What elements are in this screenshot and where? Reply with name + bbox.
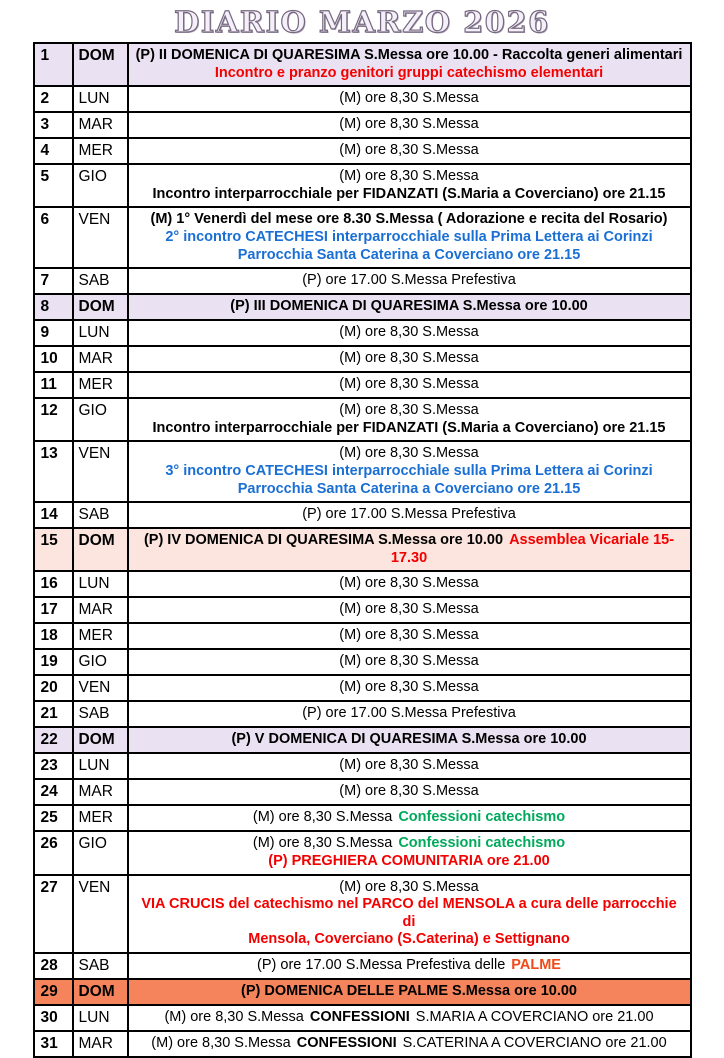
event-cell <box>128 398 691 441</box>
weekday-cell: MAR <box>73 1031 128 1057</box>
event-text-segment: (M) ore 8,30 S.Messa <box>339 90 479 107</box>
event-cell <box>128 597 691 623</box>
event-line <box>135 627 684 645</box>
event-line <box>135 90 684 108</box>
day-number-cell: 28 <box>34 953 73 979</box>
event-text-segment: Confessioni catechismo <box>398 809 566 826</box>
event-text-segment: (P) III DOMENICA DI QUARESIMA S.Messa ore 10.00 <box>230 298 588 315</box>
event-text-segment: (M) ore 8,30 S.Messa <box>339 783 479 800</box>
event-line <box>135 211 684 229</box>
event-text-segment: (M) ore 8,30 S.Messa <box>151 1034 291 1051</box>
weekday-cell: GIO <box>73 398 128 441</box>
weekday-cell: SAB <box>73 953 128 979</box>
event-text-segment: Assemblea Vicariale 15-17.30 <box>390 532 675 566</box>
event-text-segment: (M) ore 8,30 S.Messa <box>339 376 479 393</box>
event-line <box>135 853 684 871</box>
event-cell <box>128 953 691 979</box>
event-line <box>135 272 684 290</box>
event-text-segment: (M) ore 8,30 S.Messa <box>339 653 479 670</box>
event-text-segment: PALME <box>511 956 561 973</box>
event-text-segment: (M) ore 8,30 S.Messa <box>339 575 479 592</box>
weekday-cell: DOM <box>73 528 128 571</box>
event-text-segment: (M) ore 8,30 S.Messa <box>339 324 479 341</box>
event-text-segment: (M) ore 8,30 S.Messa <box>252 835 393 852</box>
table-row <box>34 43 691 86</box>
day-number-cell: 29 <box>34 979 73 1005</box>
event-cell <box>128 268 691 294</box>
table-row <box>34 528 691 571</box>
event-line <box>135 481 684 499</box>
day-number-cell: 4 <box>34 138 73 164</box>
day-number-cell: 17 <box>34 597 73 623</box>
day-number-cell: 11 <box>34 372 73 398</box>
event-text-segment: Parrocchia Santa Caterina a Coverciano ore 21.15 <box>237 480 581 497</box>
weekday-cell: LUN <box>73 571 128 597</box>
event-line <box>135 247 684 265</box>
event-cell <box>128 979 691 1005</box>
event-cell <box>128 1005 691 1031</box>
table-row <box>34 86 691 112</box>
table-row <box>34 831 691 874</box>
day-number-cell: 14 <box>34 502 73 528</box>
day-number-cell: 19 <box>34 649 73 675</box>
table-row <box>34 372 691 398</box>
weekday-cell: DOM <box>73 43 128 86</box>
weekday-cell: MER <box>73 623 128 649</box>
event-cell <box>128 502 691 528</box>
day-number-cell: 23 <box>34 753 73 779</box>
day-number-cell: 15 <box>34 528 73 571</box>
page-title: DIARIO MARZO 2026 <box>174 5 550 39</box>
event-line <box>135 983 684 1001</box>
day-number-cell: 5 <box>34 164 73 207</box>
weekday-cell: MAR <box>73 779 128 805</box>
event-text-segment: 3° incontro CATECHESI interparrocchiale sulla Prima Lettera ai Corinzi <box>165 462 653 479</box>
weekday-cell: MAR <box>73 597 128 623</box>
table-row <box>34 779 691 805</box>
table-row <box>34 207 691 268</box>
event-text-segment: (M) ore 8,30 S.Messa <box>252 809 393 826</box>
day-number-cell: 30 <box>34 1005 73 1031</box>
event-text-segment: (P) DOMENICA DELLE PALME S.Messa ore 10.00 <box>241 982 577 999</box>
event-line <box>135 116 684 134</box>
day-number-cell: 31 <box>34 1031 73 1057</box>
weekday-cell: VEN <box>73 207 128 268</box>
event-cell <box>128 207 691 268</box>
weekday-cell: SAB <box>73 502 128 528</box>
event-cell <box>128 571 691 597</box>
event-text-segment: (P) ore 17.00 S.Messa Prefestiva <box>302 506 516 523</box>
table-row <box>34 294 691 320</box>
weekday-cell: LUN <box>73 1005 128 1031</box>
event-text-segment: (P) ore 17.00 S.Messa Prefestiva <box>302 705 516 722</box>
event-cell <box>128 372 691 398</box>
event-line <box>135 705 684 723</box>
event-text-segment: (P) V DOMENICA DI QUARESIMA S.Messa ore 10.00 <box>231 731 587 748</box>
weekday-cell: LUN <box>73 320 128 346</box>
day-number-cell: 9 <box>34 320 73 346</box>
event-line <box>135 653 684 671</box>
event-text-segment: (M) 1° Venerdì del mese ore 8.30 S.Messa ( Adorazione e recita del Rosario) <box>150 211 668 228</box>
table-row <box>34 398 691 441</box>
weekday-cell: MAR <box>73 346 128 372</box>
event-line <box>135 65 684 83</box>
table-row <box>34 953 691 979</box>
day-number-cell: 27 <box>34 875 73 953</box>
event-line <box>135 896 684 931</box>
event-text-segment: (M) ore 8,30 S.Messa <box>164 1008 304 1025</box>
event-cell <box>128 43 691 86</box>
event-cell <box>128 528 691 571</box>
event-line <box>135 809 684 827</box>
table-row <box>34 597 691 623</box>
event-text-segment: S.MARIA A COVERCIANO ore 21.00 <box>415 1008 654 1025</box>
weekday-cell: MER <box>73 372 128 398</box>
event-line <box>135 731 684 749</box>
event-text-segment: S.CATERINA A COVERCIANO ore 21.00 <box>402 1034 667 1051</box>
event-line <box>135 463 684 481</box>
event-text-segment: 2° incontro CATECHESI interparrocchiale sulla Prima Lettera ai Corinzi <box>165 228 653 245</box>
calendar-table-body <box>34 43 691 1057</box>
event-line <box>135 229 684 247</box>
table-row <box>34 727 691 753</box>
table-row <box>34 441 691 502</box>
event-cell <box>128 675 691 701</box>
table-row <box>34 112 691 138</box>
event-cell <box>128 805 691 831</box>
table-row <box>34 701 691 727</box>
weekday-cell: MAR <box>73 112 128 138</box>
event-text-segment: (M) ore 8,30 S.Messa <box>339 601 479 618</box>
table-row <box>34 1031 691 1057</box>
day-number-cell: 10 <box>34 346 73 372</box>
weekday-cell: SAB <box>73 701 128 727</box>
table-row <box>34 875 691 953</box>
day-number-cell: 25 <box>34 805 73 831</box>
event-line <box>135 575 684 593</box>
event-cell <box>128 753 691 779</box>
event-text-segment: VIA CRUCIS del catechismo nel PARCO del MENSOLA a cura delle parrocchie di <box>141 896 677 930</box>
event-text-segment: (P) PREGHIERA COMUNITARIA ore 21.00 <box>268 852 550 869</box>
event-cell <box>128 1031 691 1057</box>
event-text-segment: (M) ore 8,30 S.Messa <box>339 402 479 419</box>
event-line <box>135 757 684 775</box>
event-line <box>135 376 684 394</box>
day-number-cell: 8 <box>34 294 73 320</box>
event-text-segment: (P) IV DOMENICA DI QUARESIMA S.Messa ore 10.00 <box>143 532 504 549</box>
event-cell <box>128 623 691 649</box>
event-line <box>135 350 684 368</box>
event-line <box>135 957 684 975</box>
event-text-segment: Incontro interparrocchiale per FIDANZATI (S.Maria a Coverciano) ore 21.15 <box>152 185 666 202</box>
event-line <box>135 402 684 420</box>
weekday-cell: DOM <box>73 727 128 753</box>
day-number-cell: 3 <box>34 112 73 138</box>
table-row <box>34 502 691 528</box>
event-line <box>135 1009 684 1027</box>
event-cell <box>128 86 691 112</box>
event-line <box>135 420 684 438</box>
weekday-cell: SAB <box>73 268 128 294</box>
event-cell <box>128 779 691 805</box>
table-row <box>34 805 691 831</box>
event-text-segment: Confessioni catechismo <box>398 835 566 852</box>
event-text-segment: Incontro interparrocchiale per FIDANZATI (S.Maria a Coverciano) ore 21.15 <box>152 419 666 436</box>
event-cell <box>128 727 691 753</box>
event-text-segment: (P) II DOMENICA DI QUARESIMA S.Messa ore 10.00 - Raccolta generi alimentari <box>135 47 683 63</box>
table-row <box>34 979 691 1005</box>
day-number-cell: 1 <box>34 43 73 86</box>
event-text-segment: (M) ore 8,30 S.Messa <box>339 627 479 644</box>
event-text-segment: Incontro e pranzo genitori gruppi catechismo elementari <box>214 64 604 81</box>
event-text-segment: (M) ore 8,30 S.Messa <box>339 445 479 462</box>
day-number-cell: 22 <box>34 727 73 753</box>
event-line <box>135 47 684 65</box>
day-number-cell: 6 <box>34 207 73 268</box>
table-row <box>34 571 691 597</box>
table-row <box>34 1005 691 1031</box>
event-line <box>135 445 684 463</box>
table-row <box>34 164 691 207</box>
event-line <box>135 679 684 697</box>
event-text-segment: (M) ore 8,30 S.Messa <box>339 757 479 774</box>
event-cell <box>128 346 691 372</box>
day-number-cell: 7 <box>34 268 73 294</box>
table-row <box>34 623 691 649</box>
weekday-cell: MER <box>73 805 128 831</box>
table-row <box>34 675 691 701</box>
event-text-segment: (M) ore 8,30 S.Messa <box>339 168 479 185</box>
table-row <box>34 649 691 675</box>
event-cell <box>128 164 691 207</box>
event-text-segment: (M) ore 8,30 S.Messa <box>339 116 479 133</box>
event-cell <box>128 112 691 138</box>
day-number-cell: 12 <box>34 398 73 441</box>
weekday-cell: GIO <box>73 164 128 207</box>
event-line <box>135 168 684 186</box>
weekday-cell: LUN <box>73 753 128 779</box>
table-row <box>34 753 691 779</box>
event-line <box>135 783 684 801</box>
weekday-cell: GIO <box>73 649 128 675</box>
weekday-cell: MER <box>73 138 128 164</box>
day-number-cell: 24 <box>34 779 73 805</box>
event-text-segment: CONFESSIONI <box>309 1008 410 1025</box>
day-number-cell: 2 <box>34 86 73 112</box>
table-row <box>34 138 691 164</box>
diary-calendar-table <box>33 42 692 1058</box>
event-text-segment: (P) ore 17.00 S.Messa Prefestiva delle <box>257 956 506 973</box>
event-text-segment: Parrocchia Santa Caterina a Coverciano ore 21.15 <box>237 246 581 263</box>
event-text-segment: Mensola, Coverciano (S.Caterina) e Settignano <box>248 931 570 948</box>
event-cell <box>128 320 691 346</box>
event-line <box>135 298 684 316</box>
event-line <box>135 601 684 619</box>
event-line <box>135 506 684 524</box>
weekday-cell: DOM <box>73 294 128 320</box>
event-cell <box>128 831 691 874</box>
event-cell <box>128 294 691 320</box>
weekday-cell: VEN <box>73 875 128 953</box>
day-number-cell: 16 <box>34 571 73 597</box>
event-cell <box>128 138 691 164</box>
event-cell <box>128 441 691 502</box>
event-text-segment: CONFESSIONI <box>296 1034 397 1051</box>
event-line <box>135 879 684 897</box>
weekday-cell: LUN <box>73 86 128 112</box>
weekday-cell: GIO <box>73 831 128 874</box>
event-cell <box>128 875 691 953</box>
table-row <box>34 320 691 346</box>
event-line <box>135 532 684 567</box>
event-text-segment: (M) ore 8,30 S.Messa <box>339 350 479 367</box>
day-number-cell: 26 <box>34 831 73 874</box>
event-line <box>135 186 684 204</box>
table-row <box>34 346 691 372</box>
event-cell <box>128 649 691 675</box>
event-line <box>135 1035 684 1053</box>
event-line <box>135 931 684 949</box>
event-text-segment: (M) ore 8,30 S.Messa <box>339 142 479 159</box>
weekday-cell: VEN <box>73 675 128 701</box>
event-line <box>135 142 684 160</box>
event-text-segment: (M) ore 8,30 S.Messa <box>339 878 479 895</box>
weekday-cell: DOM <box>73 979 128 1005</box>
event-cell <box>128 701 691 727</box>
day-number-cell: 20 <box>34 675 73 701</box>
event-line <box>135 324 684 342</box>
weekday-cell: VEN <box>73 441 128 502</box>
table-row <box>34 268 691 294</box>
event-text-segment: (P) ore 17.00 S.Messa Prefestiva <box>302 272 516 289</box>
day-number-cell: 21 <box>34 701 73 727</box>
event-text-segment: (M) ore 8,30 S.Messa <box>339 679 479 696</box>
day-number-cell: 18 <box>34 623 73 649</box>
day-number-cell: 13 <box>34 441 73 502</box>
event-line <box>135 835 684 853</box>
